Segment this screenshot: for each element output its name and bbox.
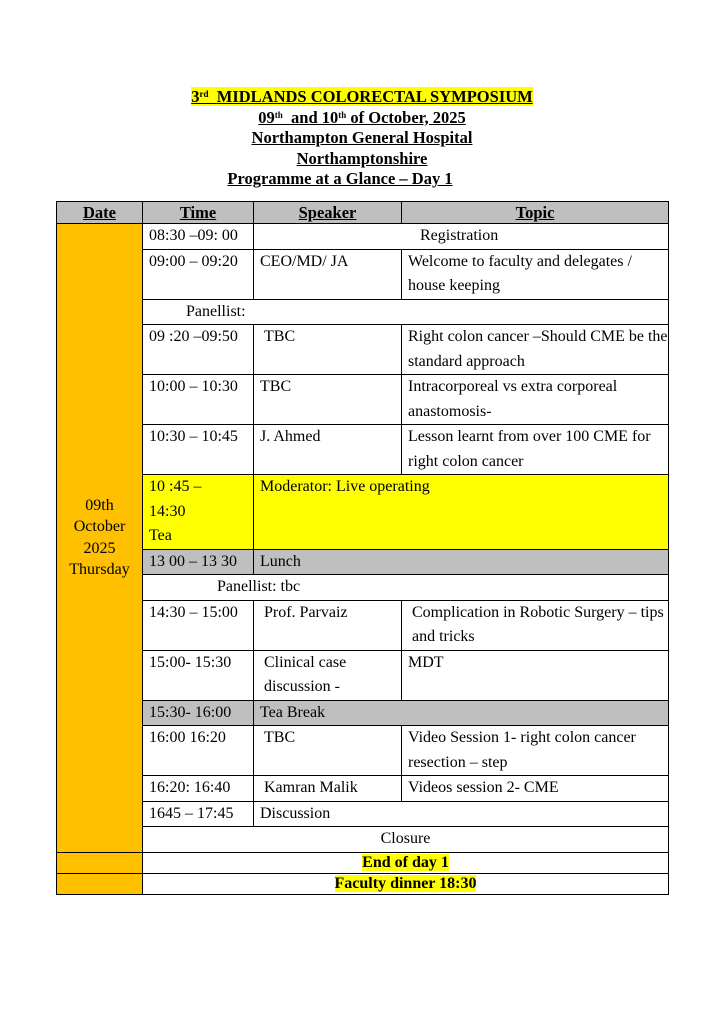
speaker-cell: Kamran Malik	[254, 776, 402, 802]
column-header-topic: Topic	[402, 202, 669, 224]
symposium-title: 3rd MIDLANDS COLORECTAL SYMPOSIUM	[191, 87, 533, 106]
discussion-cell: Discussion	[254, 801, 669, 827]
topic-cell: Videos session 2- CME	[402, 776, 669, 802]
date-year: 2025	[83, 539, 116, 557]
table-row	[57, 249, 669, 299]
programme-title: Programme at a Glance – Day 1	[227, 169, 453, 188]
topic-cell: Intracorporeal vs extra corporeal anastomosis-	[402, 375, 669, 425]
time-cell: 14:30 – 15:00	[143, 600, 254, 650]
table-row	[57, 873, 669, 894]
time-cell: 16:20: 16:40	[143, 776, 254, 802]
topic-cell	[254, 224, 669, 250]
table-row	[57, 575, 669, 601]
table-row	[57, 776, 669, 802]
date-weekday: Thursday	[69, 561, 130, 579]
date-cell-continued	[57, 852, 143, 873]
time-cell: 09 :20 –09:50	[143, 325, 254, 375]
table-row	[57, 852, 669, 873]
table-row	[57, 325, 669, 375]
registration-text: Registration	[420, 227, 499, 244]
symposium-dates: 09th and 10th of October, 2025	[258, 107, 466, 127]
time-cell: 15:00- 15:30	[143, 650, 254, 700]
table-row	[57, 475, 669, 550]
table-row	[57, 827, 669, 853]
time-cell: 10:30 – 10:45	[143, 425, 254, 475]
speaker-cell: TBC	[254, 726, 402, 776]
table-row	[57, 549, 669, 575]
table-header-row	[57, 202, 669, 224]
time-cell	[143, 475, 254, 550]
topic-cell: Complication in Robotic Surgery – tips and tricks	[402, 600, 669, 650]
time-line: Tea	[149, 527, 172, 544]
time-cell: 13 00 – 13 30	[143, 549, 254, 575]
date-day: 09th	[85, 496, 114, 514]
time-line: 14:30	[149, 502, 186, 520]
table-row	[57, 375, 669, 425]
moderator-cell: Moderator: Live operating	[254, 475, 669, 550]
topic-cell: Welcome to faculty and delegates / house keeping	[402, 249, 669, 299]
panellist-cell: Panellist: tbc	[143, 575, 669, 601]
faculty-dinner-text: Faculty dinner 18:30	[334, 874, 477, 892]
time-cell: 10:00 – 10:30	[143, 375, 254, 425]
column-header-speaker: Speaker	[254, 202, 402, 224]
table-row	[57, 700, 669, 726]
speaker-cell: TBC	[254, 375, 402, 425]
table-row	[57, 726, 669, 776]
document-header	[0, 87, 724, 190]
end-of-day-text: End of day 1	[362, 853, 449, 871]
tea-break-cell: Tea Break	[254, 700, 669, 726]
table-row	[57, 801, 669, 827]
date-cell-footer	[57, 873, 143, 894]
date-month: October	[73, 518, 126, 536]
date-cell	[57, 224, 143, 853]
speaker-cell: J. Ahmed	[254, 425, 402, 475]
table-row	[57, 600, 669, 650]
column-header-date: Date	[57, 202, 143, 224]
speaker-cell: Prof. Parvaiz	[254, 600, 402, 650]
time-cell: 09:00 – 09:20	[143, 249, 254, 299]
end-of-day-cell	[143, 852, 669, 873]
speaker-cell: TBC	[254, 325, 402, 375]
speaker-cell: CEO/MD/ JA	[254, 249, 402, 299]
speaker-cell: Clinical case discussion -	[254, 650, 402, 700]
panellist-cell: Panellist:	[143, 299, 669, 325]
topic-cell: Right colon cancer –Should CME be the standard approach	[402, 325, 669, 375]
time-cell: 15:30- 16:00	[143, 700, 254, 726]
time-cell: 1645 – 17:45	[143, 801, 254, 827]
table-row	[57, 425, 669, 475]
time-cell: 08:30 –09: 00	[143, 224, 254, 250]
county: Northamptonshire	[296, 148, 428, 168]
venue: Northampton General Hospital	[251, 128, 473, 147]
table-row	[57, 224, 669, 250]
topic-cell: MDT	[402, 650, 669, 700]
table-row	[57, 650, 669, 700]
column-header-time: Time	[143, 202, 254, 224]
lunch-cell: Lunch	[254, 549, 669, 575]
time-line: 10 :45 –	[149, 478, 202, 495]
topic-cell: Lesson learnt from over 100 CME for right colon cancer	[402, 425, 669, 475]
faculty-dinner-cell	[143, 873, 669, 894]
table-row	[57, 299, 669, 325]
time-cell: 16:00 16:20	[143, 726, 254, 776]
closure-cell: Closure	[143, 827, 669, 853]
topic-cell: Video Session 1- right colon cancer resection – step	[402, 726, 669, 776]
programme-table	[56, 201, 669, 895]
